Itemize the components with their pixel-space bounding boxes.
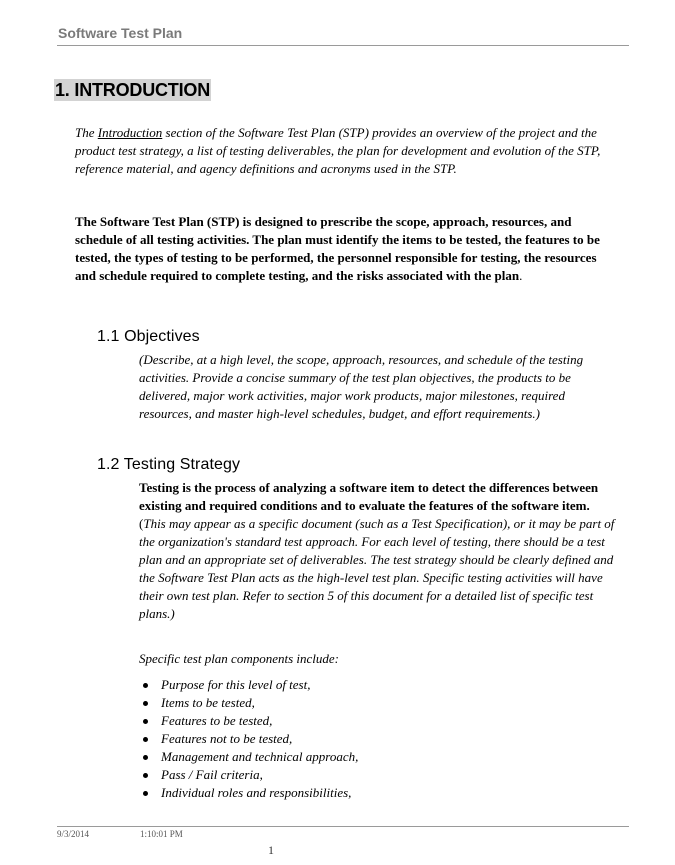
list-item bbox=[139, 712, 358, 730]
list-item-text: Features not to be tested, bbox=[161, 731, 293, 746]
testing-strategy-italic: This may appear as a specific document (such as a Test Specification), or it may be part of the organization's standard test approach. For each level of testing, there should be a test plan and an appropriate set of deliverables. The test strategy should be clearly defined and the Software Test Plan acts as the high-level test plan. Specific testing activities will have their own test plan. Refer to section 5 of this document for a detailed list of specific test plans.) bbox=[139, 516, 615, 621]
intro-text-post: section of the Software Test Plan (STP) provides an overview of the project and the product test strategy, a list of testing deliverables, the plan for development and evolution of the STP, reference material, and agency definitions and acronyms used in the STP. bbox=[75, 125, 601, 176]
list-item bbox=[139, 730, 358, 748]
purpose-text: The Software Test Plan (STP) is designed to prescribe the scope, approach, resources, and schedule of all testing activities. The plan must identify the items to be tested, the features to be tested, the types of testing to be performed, the personnel responsible for testing, the resources and schedule required to complete testing, and the risks associated with the plan bbox=[75, 214, 600, 283]
intro-underlined-word: Introduction bbox=[97, 125, 163, 140]
bullet-icon bbox=[143, 755, 148, 760]
page-number: 1 bbox=[268, 843, 274, 857]
header-divider bbox=[57, 45, 629, 46]
list-item-text: Purpose for this level of test, bbox=[161, 677, 311, 692]
footer-time: 1:10:01 PM bbox=[140, 829, 183, 839]
testing-strategy-paragraph bbox=[139, 479, 619, 623]
list-item bbox=[139, 766, 358, 784]
document-header-title: Software Test Plan bbox=[58, 25, 183, 41]
bullet-icon bbox=[143, 773, 148, 778]
list-item-text: Features to be tested, bbox=[161, 713, 273, 728]
testing-strategy-bold: Testing is the process of analyzing a software item to detect the differences between existing and required conditions and to evaluate the features of the software item. bbox=[139, 480, 599, 513]
intro-paragraph bbox=[75, 124, 620, 178]
bullet-icon bbox=[143, 683, 148, 688]
list-item-text: Management and technical approach, bbox=[161, 749, 359, 764]
list-item-text: Items to be tested, bbox=[161, 695, 255, 710]
components-intro: Specific test plan components include: bbox=[139, 651, 340, 666]
bullet-icon bbox=[143, 719, 148, 724]
purpose-end: . bbox=[519, 268, 523, 283]
components-list bbox=[139, 676, 358, 802]
section-heading-introduction: 1. INTRODUCTION bbox=[55, 80, 211, 100]
testing-strategy-paren: ( bbox=[139, 516, 144, 531]
list-item bbox=[139, 784, 358, 802]
footer-divider bbox=[57, 826, 629, 827]
bullet-icon bbox=[143, 701, 148, 706]
list-item bbox=[139, 748, 358, 766]
list-item-text: Pass / Fail criteria, bbox=[161, 767, 263, 782]
footer-date: 9/3/2014 bbox=[57, 829, 90, 839]
list-item bbox=[139, 676, 358, 694]
purpose-paragraph bbox=[75, 213, 620, 285]
section-heading-testing-strategy: 1.2 Testing Strategy bbox=[97, 456, 241, 473]
list-item-text: Individual roles and responsibilities, bbox=[161, 785, 352, 800]
objectives-paragraph: (Describe, at a high level, the scope, approach, resources, and schedule of the testing activities. Provide a concise summary of the test plan objectives, the products to be delivered, major work activities, major work products, major milestones, required resources, and master high-level schedules, budget, and effort requirements.) bbox=[139, 352, 584, 421]
section-heading-objectives: 1.1 Objectives bbox=[97, 328, 200, 345]
intro-text-pre: The bbox=[75, 125, 98, 140]
list-item bbox=[139, 694, 358, 712]
bullet-icon bbox=[143, 791, 148, 796]
bullet-icon bbox=[143, 737, 148, 742]
